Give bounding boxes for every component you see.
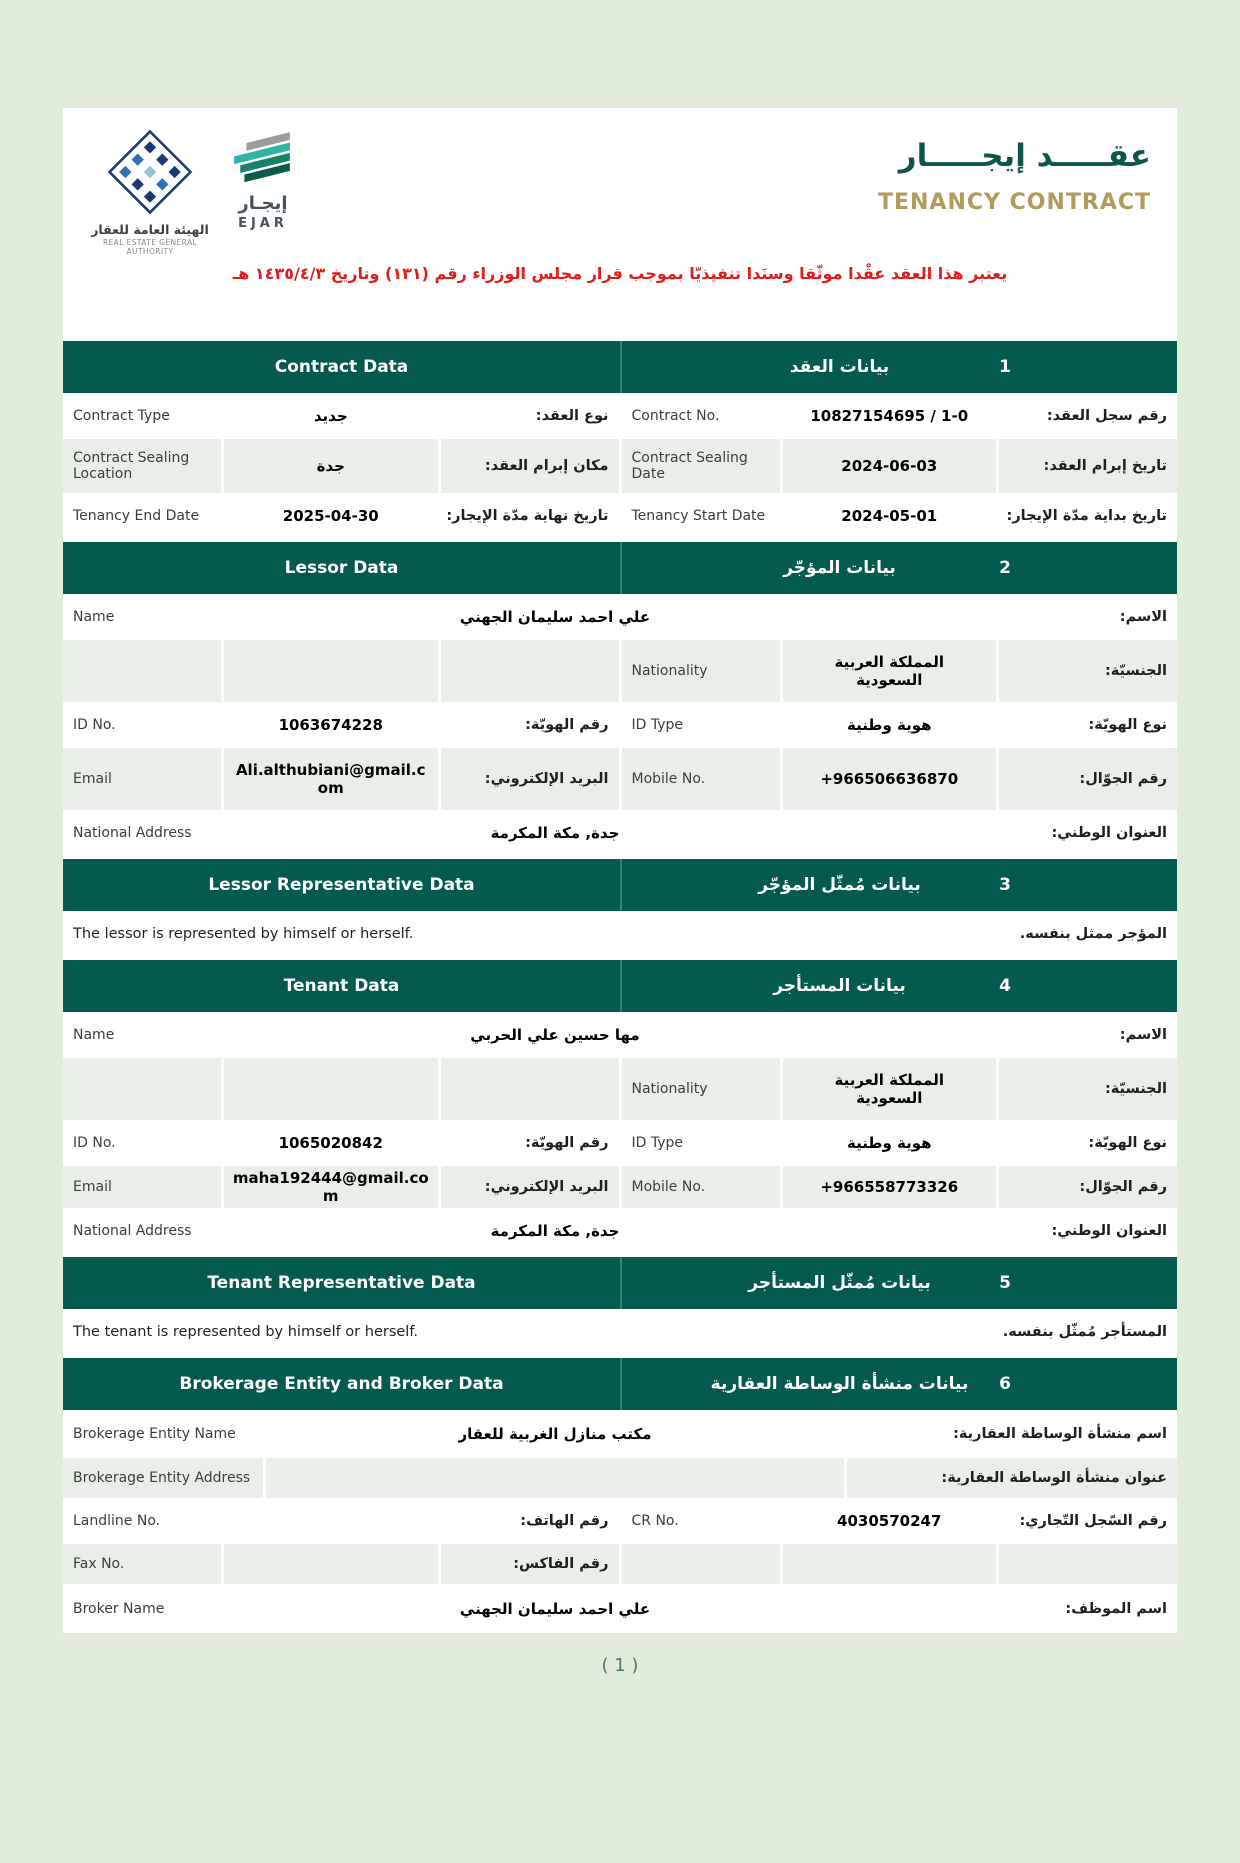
field-group-left xyxy=(63,439,619,493)
field-value xyxy=(783,1544,997,1584)
field-value-text: جدة, مكة المكرمة xyxy=(490,1222,620,1240)
field-label-en xyxy=(63,597,263,637)
field-label-ar-text: الجنسيّة: xyxy=(1104,663,1167,679)
field-label-en xyxy=(622,1058,780,1120)
legal-notice: يعتبر هذا العقد عقْدا موثّقا وسنَدا تنفيذيّا بموجب قرار مجلس الوزراء رقم (١٣١) وتاريخ ١٤٣٥/٤/٣ هـ xyxy=(232,264,1008,283)
field-label-ar xyxy=(847,1587,1177,1631)
field-group-right xyxy=(622,396,1178,436)
field-label-ar xyxy=(441,396,619,436)
field-label-ar-text: رقم الفاكس: xyxy=(513,1556,609,1572)
field-label-en-text: Name xyxy=(73,1027,115,1043)
field-group-right xyxy=(622,496,1178,536)
field-label-en-text: Tenancy End Date xyxy=(73,508,200,524)
field-label-ar-text: البريد الإلكتروني: xyxy=(484,1179,609,1195)
field-label-ar xyxy=(847,813,1177,853)
field-label-en-text: Brokerage Entity Name xyxy=(73,1426,236,1442)
field-row xyxy=(63,1413,1177,1455)
field-label-en xyxy=(622,748,780,810)
field-value-text: 2024-06-03 xyxy=(841,457,938,475)
field-label-en-text: ID No. xyxy=(73,717,116,733)
field-label-ar-text: نوع الهويّة: xyxy=(1088,1135,1167,1151)
field-label-ar-text: نوع الهويّة: xyxy=(1088,717,1167,733)
section-title-ar-text: بيانات منشأة الوساطة العقارية xyxy=(710,1374,969,1394)
section-header xyxy=(63,1257,1177,1309)
field-row xyxy=(63,748,1177,810)
section-number: 6 xyxy=(999,1374,1011,1394)
field-value-text: المملكة العربية السعودية xyxy=(834,653,944,689)
section-header xyxy=(63,859,1177,911)
field-row xyxy=(63,1015,1177,1055)
section-title-en xyxy=(63,341,620,393)
field-label-en-text: Name xyxy=(73,609,115,625)
field-label-en xyxy=(63,1413,263,1455)
field-label-ar-text: تاريخ بداية مدّة الإيجار: xyxy=(1006,508,1167,524)
field-value xyxy=(783,496,997,536)
section-rows xyxy=(63,396,1177,536)
section-rows xyxy=(63,1413,1177,1631)
ejar-title-en: EJAR xyxy=(238,216,288,231)
field-label-ar-text: رقم الهويّة: xyxy=(525,1135,609,1151)
field-value xyxy=(266,597,844,637)
field-label-en-text: Contract Sealing Date xyxy=(631,450,748,482)
section-title-ar xyxy=(620,960,1177,1012)
field-value-text: 2024-05-01 xyxy=(841,507,938,525)
field-value-text: maha192444@gmail.com xyxy=(232,1169,429,1205)
field-label-ar xyxy=(999,1123,1177,1163)
field-row xyxy=(63,439,1177,493)
field-label-ar xyxy=(999,748,1177,810)
field-value xyxy=(266,1587,844,1631)
field-row xyxy=(63,597,1177,637)
field-group-left xyxy=(63,396,619,436)
field-label-en xyxy=(622,705,780,745)
field-group-right xyxy=(622,705,1178,745)
field-value xyxy=(224,1123,438,1163)
section-title-en-text: Contract Data xyxy=(274,357,409,377)
note-text-en xyxy=(63,914,619,954)
section-number: 4 xyxy=(999,976,1011,996)
field-value xyxy=(266,1015,844,1055)
field-label-en-text: Fax No. xyxy=(73,1556,125,1572)
field-label-ar xyxy=(441,439,619,493)
field-label-ar xyxy=(999,640,1177,702)
field-label-en xyxy=(622,1501,780,1541)
field-group-right xyxy=(622,640,1178,702)
field-value xyxy=(224,496,438,536)
field-label-en xyxy=(63,1587,263,1631)
field-label-ar-text: اسم منشأة الوساطة العقارية: xyxy=(953,1426,1167,1442)
field-value-text: +966506636870 xyxy=(820,770,959,788)
field-label-en-text: Mobile No. xyxy=(631,771,706,787)
field-group-left xyxy=(63,1544,619,1584)
field-value xyxy=(224,1058,438,1120)
field-label-en xyxy=(63,1166,221,1208)
field-label-en xyxy=(63,439,221,493)
field-label-ar-text: رقم الهاتف: xyxy=(520,1513,609,1529)
field-label-ar-text: العنوان الوطني: xyxy=(1051,825,1167,841)
field-label-ar xyxy=(441,748,619,810)
note-ar-text: المؤجر ممثل بنفسه. xyxy=(1019,926,1167,942)
note-text-ar xyxy=(622,1312,1178,1352)
ejar-logo xyxy=(221,130,305,231)
field-value-text: 2025-04-30 xyxy=(282,507,379,525)
field-row xyxy=(63,1211,1177,1251)
section-1 xyxy=(63,341,1177,536)
field-label-en xyxy=(622,496,780,536)
section-header xyxy=(63,341,1177,393)
field-value-text: هوية وطنية xyxy=(846,716,932,734)
field-label-en-text: Email xyxy=(73,771,112,787)
field-value-text: Ali.althubiani@gmail.com xyxy=(235,761,426,797)
field-row xyxy=(63,640,1177,702)
field-label-en xyxy=(63,1458,263,1498)
section-header xyxy=(63,1358,1177,1410)
field-value xyxy=(266,1458,844,1498)
field-value-text: 1063674228 xyxy=(278,716,383,734)
field-value-text: المملكة العربية السعودية xyxy=(834,1071,944,1107)
field-label-en xyxy=(63,1123,221,1163)
field-group-left xyxy=(63,1058,619,1120)
field-label-en xyxy=(622,1123,780,1163)
field-label-ar xyxy=(847,1211,1177,1251)
field-value xyxy=(783,1501,997,1541)
field-value-text: 1065020842 xyxy=(278,1134,383,1152)
contract-title-en: TENANCY CONTRACT xyxy=(877,190,1151,215)
field-value xyxy=(266,1413,844,1455)
section-number: 3 xyxy=(999,875,1011,895)
field-label-ar xyxy=(441,640,619,702)
field-label-ar-text: عنوان منشأة الوساطة العقارية: xyxy=(941,1470,1167,1486)
section-title-ar xyxy=(620,542,1177,594)
field-label-ar xyxy=(847,1015,1177,1055)
note-en-text: The lessor is represented by himself or herself. xyxy=(73,926,414,942)
section-rows xyxy=(63,597,1177,853)
field-group-right xyxy=(622,1166,1178,1208)
field-label-en xyxy=(63,1501,221,1541)
field-value xyxy=(266,813,844,853)
field-label-en xyxy=(63,1015,263,1055)
section-title-ar-text: بيانات المستأجر xyxy=(773,976,906,996)
section-title-ar-text: بيانات العقد xyxy=(789,357,890,377)
field-group-right xyxy=(622,1058,1178,1120)
field-label-ar-text: نوع العقد: xyxy=(535,408,609,424)
field-value xyxy=(224,396,438,436)
field-label-en-text: Nationality xyxy=(631,663,708,679)
field-label-ar-text: رقم السّجل التّجاري: xyxy=(1019,1513,1167,1529)
field-label-en xyxy=(63,396,221,436)
field-row xyxy=(63,1312,1177,1352)
field-label-en xyxy=(63,1544,221,1584)
field-label-en xyxy=(622,1166,780,1208)
rega-title-ar: الهيئة العامة للعقار xyxy=(91,222,209,237)
section-5 xyxy=(63,1257,1177,1352)
field-label-en xyxy=(622,439,780,493)
section-number: 1 xyxy=(999,357,1011,377)
field-label-ar xyxy=(441,1544,619,1584)
field-label-ar-text: رقم سجل العقد: xyxy=(1046,408,1167,424)
field-label-ar xyxy=(999,1166,1177,1208)
field-label-ar xyxy=(847,1413,1177,1455)
field-group-left xyxy=(63,748,619,810)
field-value xyxy=(224,439,438,493)
field-group-left xyxy=(63,1501,619,1541)
field-value-text: هوية وطنية xyxy=(846,1134,932,1152)
field-group-left xyxy=(63,496,619,536)
field-label-ar xyxy=(999,439,1177,493)
field-group-left xyxy=(63,1166,619,1208)
field-value-text: مكتب منازل الغربية للعقار xyxy=(458,1425,652,1443)
field-value xyxy=(783,1123,997,1163)
field-group-right xyxy=(622,1123,1178,1163)
field-label-en-text: ID Type xyxy=(631,717,684,733)
field-label-en xyxy=(63,705,221,745)
section-number: 2 xyxy=(999,558,1011,578)
field-value-text: +966558773326 xyxy=(820,1178,959,1196)
section-4 xyxy=(63,960,1177,1251)
field-row xyxy=(63,496,1177,536)
section-title-en-text: Tenant Data xyxy=(283,976,400,996)
section-title-ar xyxy=(620,859,1177,911)
field-row xyxy=(63,1166,1177,1208)
section-3 xyxy=(63,859,1177,954)
field-value xyxy=(783,1166,997,1208)
field-label-en-text: Brokerage Entity Address xyxy=(73,1470,251,1486)
field-value xyxy=(783,748,997,810)
field-label-en-text: CR No. xyxy=(631,1513,679,1529)
section-rows xyxy=(63,914,1177,954)
field-value-text: 10827154695 / 1-0 xyxy=(810,407,969,425)
note-text-en xyxy=(63,1312,619,1352)
field-value xyxy=(224,640,438,702)
field-value-text: جدة xyxy=(316,457,345,475)
section-title-en xyxy=(63,960,620,1012)
section-number: 5 xyxy=(999,1273,1011,1293)
section-title-en xyxy=(63,859,620,911)
field-label-en-text: National Address xyxy=(73,825,192,841)
field-value xyxy=(224,1166,438,1208)
section-rows xyxy=(63,1312,1177,1352)
field-label-en-text: Broker Name xyxy=(73,1601,165,1617)
field-value xyxy=(224,748,438,810)
field-value xyxy=(783,640,997,702)
rega-logo xyxy=(85,128,215,256)
field-label-ar xyxy=(441,496,619,536)
field-label-en-text: Tenancy Start Date xyxy=(631,508,766,524)
field-label-en-text: Contract Type xyxy=(73,408,170,424)
note-text-ar xyxy=(622,914,1178,954)
section-title-en xyxy=(63,542,620,594)
field-group-right xyxy=(622,439,1178,493)
contract-document xyxy=(63,108,1177,1633)
field-label-ar-text: البريد الإلكتروني: xyxy=(484,771,609,787)
field-label-en-text: Contract Sealing Location xyxy=(73,450,190,482)
field-label-ar-text: الاسم: xyxy=(1119,1027,1167,1043)
field-row xyxy=(63,813,1177,853)
field-label-en-text: ID Type xyxy=(631,1135,684,1151)
section-title-en-text: Lessor Data xyxy=(284,558,399,578)
field-label-en xyxy=(63,640,221,702)
field-label-en-text: Nationality xyxy=(631,1081,708,1097)
field-row xyxy=(63,914,1177,954)
field-value xyxy=(224,1544,438,1584)
field-value xyxy=(783,396,997,436)
field-row xyxy=(63,1501,1177,1541)
field-label-ar-text: الجنسيّة: xyxy=(1104,1081,1167,1097)
field-label-en-text: ID No. xyxy=(73,1135,116,1151)
field-label-en-text: National Address xyxy=(73,1223,192,1239)
section-title-ar xyxy=(620,341,1177,393)
field-value xyxy=(224,1501,438,1541)
field-group-right xyxy=(622,1544,1178,1584)
field-label-ar xyxy=(441,705,619,745)
rega-title-en: REAL ESTATE GENERAL AUTHORITY xyxy=(102,238,198,256)
field-value xyxy=(783,1058,997,1120)
field-value xyxy=(266,1211,844,1251)
field-label-ar-text: تاريخ نهاية مدّة الإيجار: xyxy=(446,508,609,524)
field-label-ar xyxy=(999,1501,1177,1541)
field-label-en xyxy=(622,396,780,436)
section-title-en-text: Tenant Representative Data xyxy=(207,1273,476,1293)
field-label-ar-text: الاسم: xyxy=(1119,609,1167,625)
document-header xyxy=(63,108,1177,256)
field-label-ar xyxy=(999,396,1177,436)
field-label-ar xyxy=(847,1458,1177,1498)
logos xyxy=(85,128,305,256)
field-value xyxy=(783,705,997,745)
field-label-ar xyxy=(999,1058,1177,1120)
section-2 xyxy=(63,542,1177,853)
section-rows xyxy=(63,1015,1177,1251)
field-label-en xyxy=(63,813,263,853)
field-label-en xyxy=(63,1058,221,1120)
field-label-en xyxy=(63,748,221,810)
field-row xyxy=(63,1544,1177,1584)
field-label-ar-text: رقم الهويّة: xyxy=(525,717,609,733)
section-title-ar-text: بيانات مُمثّل المؤجّر xyxy=(758,875,921,895)
field-label-en xyxy=(622,640,780,702)
field-label-ar-text: رقم الجوّال: xyxy=(1079,1179,1167,1195)
note-ar-text: المستأجر مُمثّل بنفسه. xyxy=(1002,1324,1167,1340)
section-title-en-text: Brokerage Entity and Broker Data xyxy=(179,1374,504,1394)
field-group-left xyxy=(63,640,619,702)
field-label-en xyxy=(63,496,221,536)
field-row xyxy=(63,705,1177,745)
section-header xyxy=(63,960,1177,1012)
field-row xyxy=(63,1058,1177,1120)
field-value-text: 4030570247 xyxy=(837,1512,942,1530)
note-en-text: The tenant is represented by himself or herself. xyxy=(73,1324,418,1340)
ejar-title-ar: إيجـار xyxy=(238,193,288,214)
field-label-ar-text: اسم الموظف: xyxy=(1065,1601,1167,1617)
field-label-ar-text: العنوان الوطني: xyxy=(1051,1223,1167,1239)
section-header xyxy=(63,542,1177,594)
ejar-logo-icon xyxy=(232,173,294,192)
section-title-ar xyxy=(620,1358,1177,1410)
field-value xyxy=(224,705,438,745)
section-title-en xyxy=(63,1257,620,1309)
field-value-text: مها حسين علي الحربي xyxy=(470,1026,640,1044)
field-row xyxy=(63,396,1177,436)
field-label-ar-text: تاريخ إبرام العقد: xyxy=(1043,458,1167,474)
field-group-right xyxy=(622,748,1178,810)
field-value-text: علي احمد سليمان الجهني xyxy=(459,608,651,626)
section-6 xyxy=(63,1358,1177,1631)
field-label-en xyxy=(63,1211,263,1251)
field-value-text: جدة, مكة المكرمة xyxy=(490,824,620,842)
field-label-ar xyxy=(441,1058,619,1120)
field-label-ar xyxy=(847,597,1177,637)
field-row xyxy=(63,1123,1177,1163)
contract-title-block xyxy=(878,128,1151,215)
contract-sections xyxy=(63,341,1177,1631)
field-label-ar xyxy=(441,1166,619,1208)
field-label-en-text: Contract No. xyxy=(631,408,720,424)
field-row xyxy=(63,1458,1177,1498)
section-title-ar-text: بيانات المؤجّر xyxy=(783,558,896,578)
field-value-text: جديد xyxy=(313,407,348,425)
field-group-left xyxy=(63,1123,619,1163)
field-label-ar xyxy=(999,705,1177,745)
field-label-ar xyxy=(999,1544,1177,1584)
section-title-en xyxy=(63,1358,620,1410)
contract-title-ar: عقـــــد إيجـــــار xyxy=(898,138,1151,174)
field-label-en-text: Landline No. xyxy=(73,1513,161,1529)
field-label-en xyxy=(622,1544,780,1584)
field-group-left xyxy=(63,705,619,745)
field-label-en-text: Email xyxy=(73,1179,112,1195)
section-title-ar xyxy=(620,1257,1177,1309)
field-row xyxy=(63,1587,1177,1631)
rega-logo-icon xyxy=(106,201,194,220)
field-label-ar xyxy=(441,1123,619,1163)
section-title-ar-text: بيانات مُمثّل المستأجر xyxy=(748,1273,931,1293)
field-group-right xyxy=(622,1501,1178,1541)
field-value xyxy=(783,439,997,493)
field-label-ar-text: مكان إبرام العقد: xyxy=(484,458,609,474)
field-label-ar xyxy=(441,1501,619,1541)
page-number: ( 1 ) xyxy=(601,1655,639,1676)
field-label-en-text: Mobile No. xyxy=(631,1179,706,1195)
field-label-ar-text: رقم الجوّال: xyxy=(1079,771,1167,787)
field-value-text: علي احمد سليمان الجهني xyxy=(459,1600,651,1618)
field-label-ar xyxy=(999,496,1177,536)
section-title-en-text: Lessor Representative Data xyxy=(208,875,475,895)
